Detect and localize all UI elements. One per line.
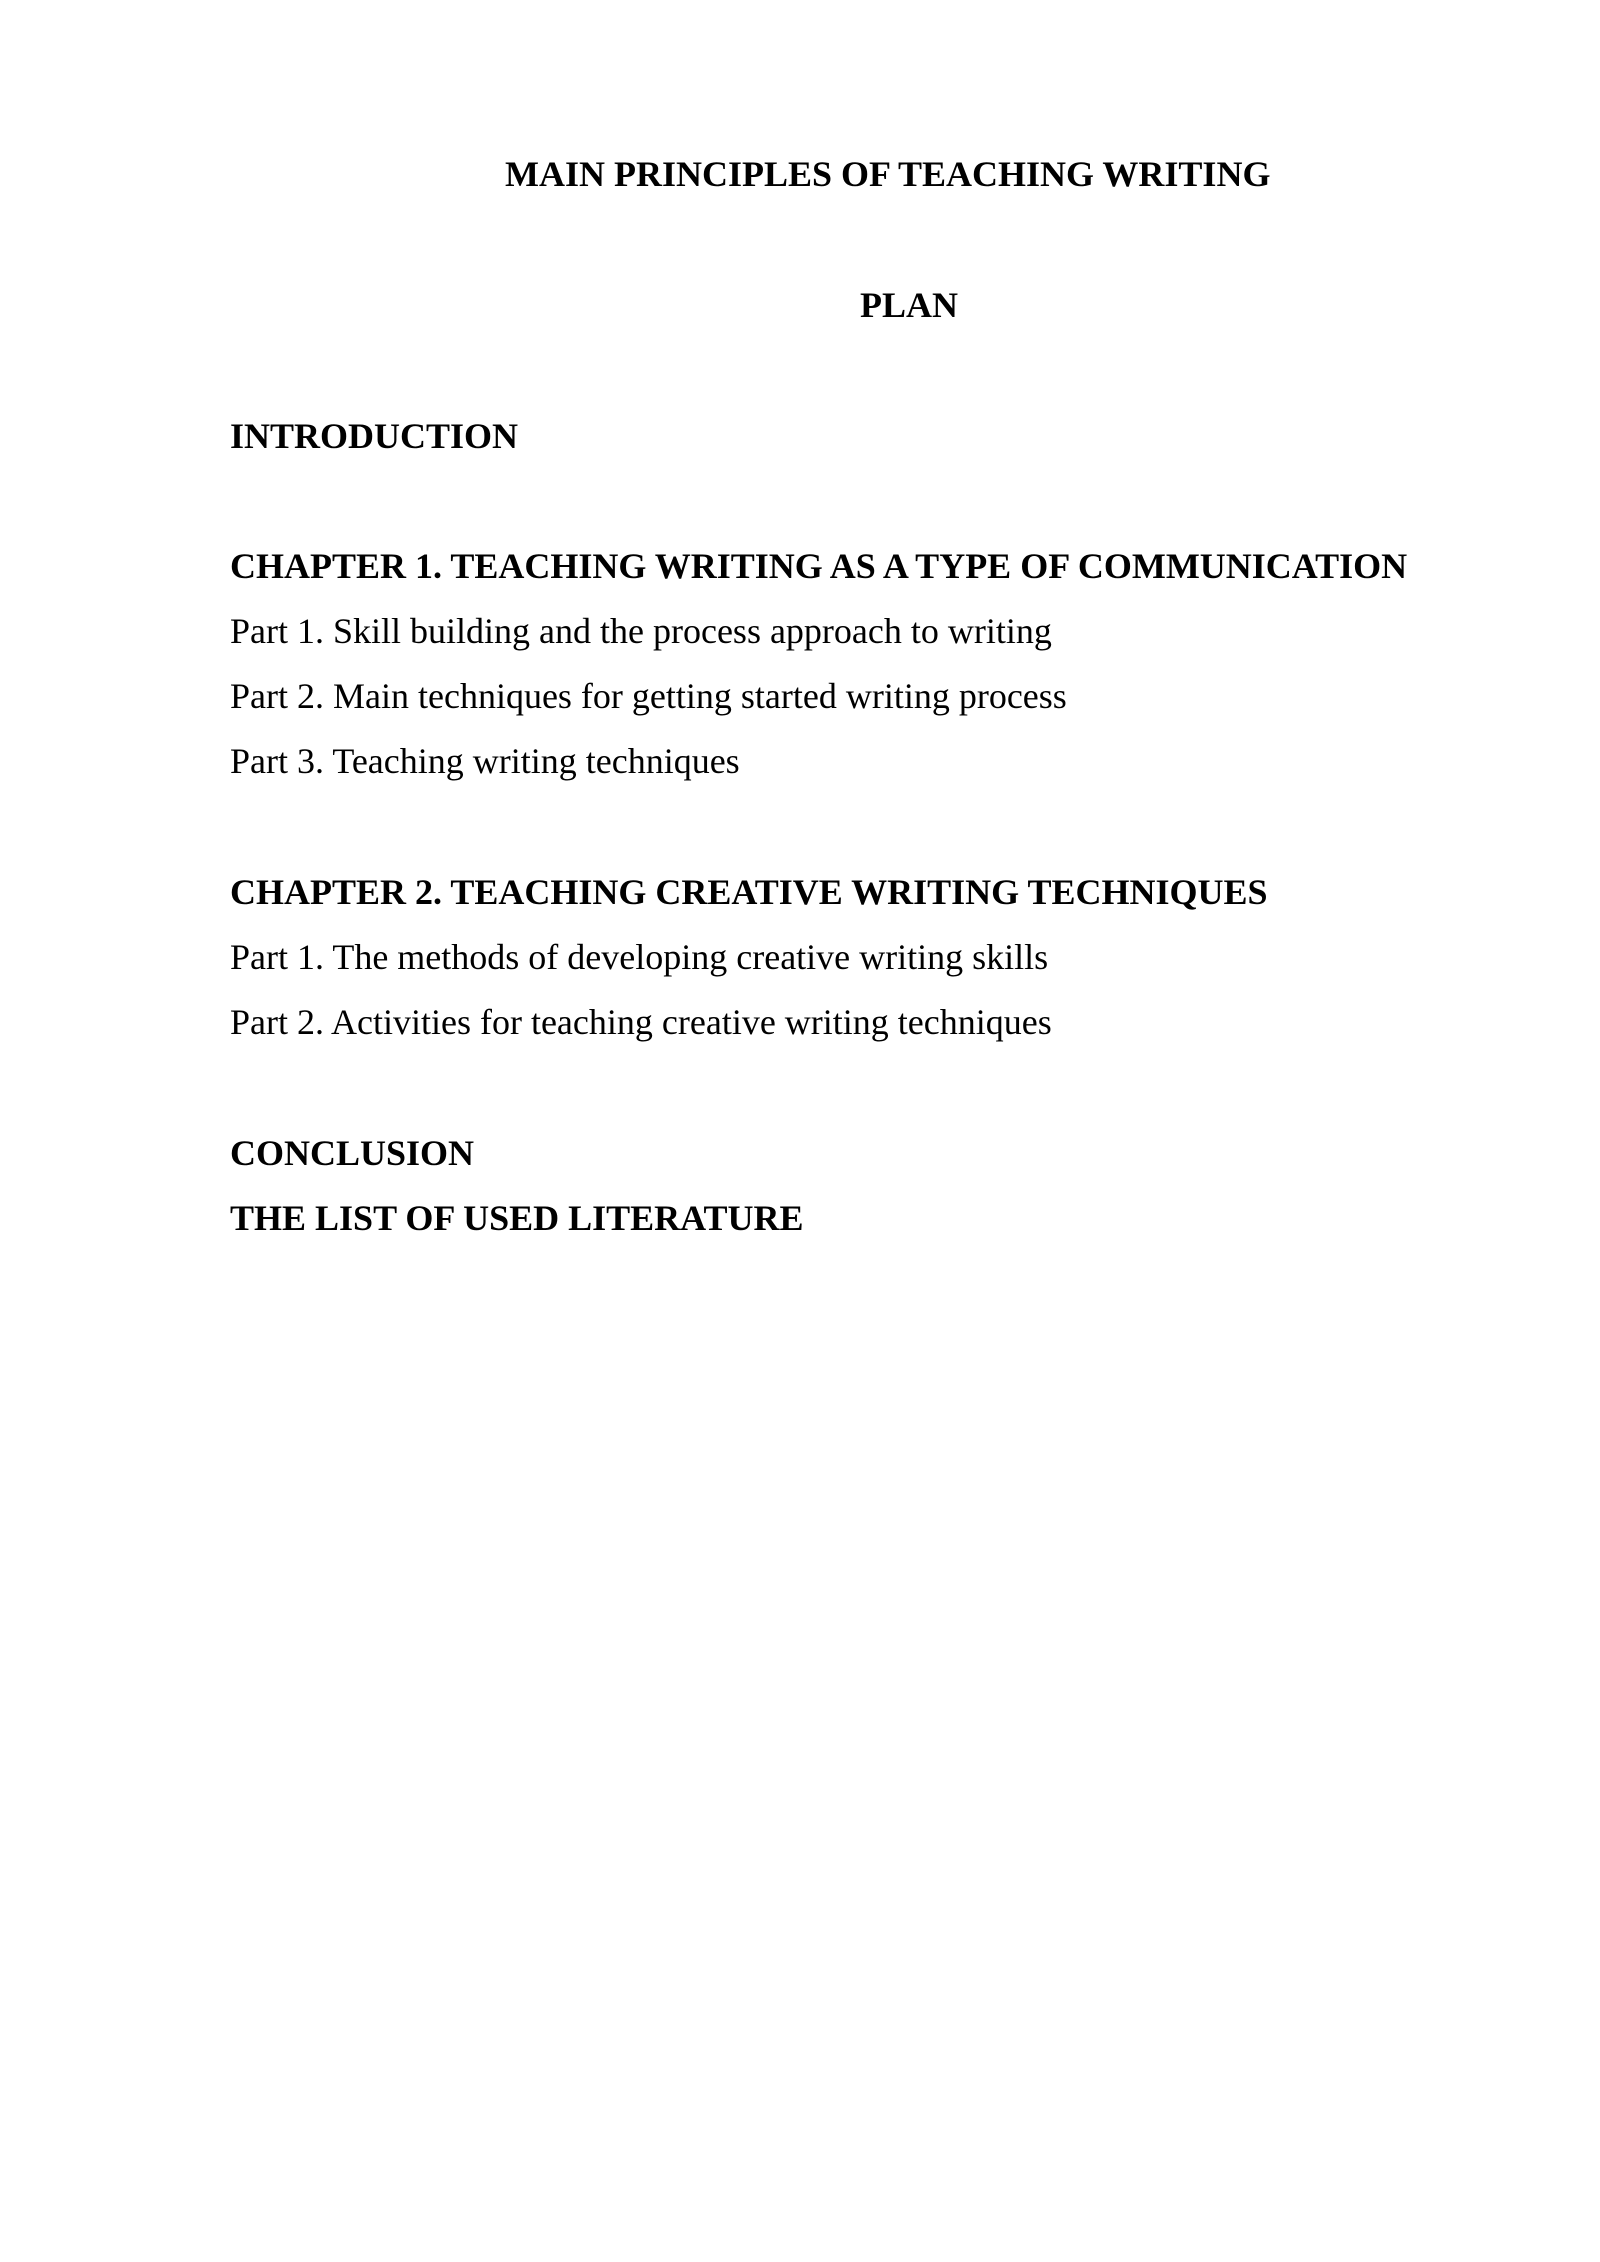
- literature-heading: THE LIST OF USED LITERATURE: [230, 1198, 804, 1238]
- chapter1-part2: Part 2. Main techniques for getting started writing process: [230, 676, 1067, 716]
- document-title: MAIN PRINCIPLES OF TEACHING WRITING: [505, 154, 1271, 194]
- conclusion-heading: CONCLUSION: [230, 1133, 475, 1173]
- introduction-heading: INTRODUCTION: [230, 416, 519, 456]
- chapter2-part2: Part 2. Activities for teaching creative writing techniques: [230, 1002, 1052, 1042]
- chapter2-heading: CHAPTER 2. TEACHING CREATIVE WRITING TECHNIQUES: [230, 872, 1268, 912]
- plan-heading: PLAN: [860, 285, 958, 325]
- chapter1-part1: Part 1. Skill building and the process approach to writing: [230, 611, 1052, 651]
- chapter1-heading: CHAPTER 1. TEACHING WRITING AS A TYPE OF COMMUNICATION: [230, 546, 1408, 586]
- chapter2-part1: Part 1. The methods of developing creative writing skills: [230, 937, 1049, 977]
- chapter1-part3: Part 3. Teaching writing techniques: [230, 741, 740, 781]
